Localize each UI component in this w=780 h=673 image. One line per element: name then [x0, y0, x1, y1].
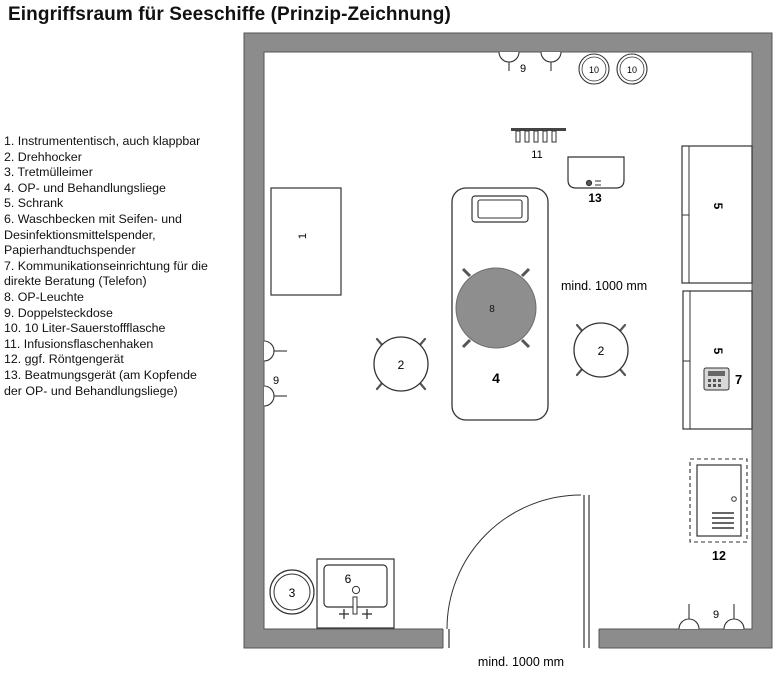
infusion-hook: [511, 128, 566, 161]
ventilator-knob: [586, 180, 591, 185]
couch-headrest-inner: [478, 200, 522, 218]
socket-left-label: 9: [273, 375, 280, 387]
socket-bottom-a: [679, 619, 699, 629]
socket-top: [499, 52, 561, 71]
couch-label: 4: [492, 370, 500, 386]
door-dimension: mind. 1000 mm: [477, 655, 565, 669]
oxygen-bottle-1-label: 10: [588, 65, 600, 75]
socket-left-a: [264, 341, 274, 361]
legend-item-5: 5. Schrank: [4, 196, 64, 211]
stool-right: [574, 323, 628, 377]
socket-top-label: 9: [520, 63, 527, 75]
waste-bin: [270, 570, 314, 614]
diagram-title: Eingriffsraum für Seeschiffe (Prinzip-Zeichnung): [8, 4, 451, 25]
socket-bottom-b: [724, 619, 744, 629]
socket-top-b: [541, 52, 561, 62]
oxygen-bottle-2-label: 10: [626, 65, 638, 75]
sink-label: 6: [344, 572, 352, 586]
xray-device: [690, 459, 747, 563]
legend-item-2: 2. Drehhocker: [4, 149, 82, 164]
legend-item-12: 12. ggf. Röntgengerät: [4, 352, 124, 367]
infusion-hook-pins: [516, 131, 556, 142]
socket-left-b: [264, 386, 274, 406]
socket-bottom: [679, 604, 744, 629]
infusion-hook-label: 11: [531, 149, 543, 161]
sink-drain: [352, 586, 359, 593]
door: [447, 495, 589, 648]
socket-top-a: [499, 52, 519, 62]
socket-left: [264, 341, 287, 406]
legend-item-10: 10. 10 Liter-Sauerstoffflasche: [4, 321, 166, 336]
sink: [317, 559, 394, 628]
cabinet-upper-label: 5: [711, 202, 725, 210]
legend-item-6: 6. Waschbecken mit Seifen- und Desinfektionsmittelspender, Papierhandtuchspender: [4, 211, 182, 258]
legend-item-1: 1. Instrumententisch, auch klappbar: [4, 134, 201, 148]
instrument-table-shape: [271, 188, 341, 295]
cabinet-lower-label: 5: [711, 347, 725, 355]
phone-display: [708, 371, 725, 376]
cabinet-upper: [682, 146, 752, 283]
phone: [704, 368, 742, 390]
lamp-label: 8: [489, 304, 495, 315]
oxygen-bottle-1: [579, 54, 609, 84]
stool-left: [374, 337, 428, 391]
legend-item-4: 4. OP- und Behandlungsliege: [4, 180, 166, 195]
waste-bin-label: 3: [288, 586, 296, 600]
lamp-disc: [456, 268, 536, 348]
socket-bottom-label: 9: [713, 609, 720, 621]
legend-item-7: 7. Kommunikationseinrichtung für die direkte Beratung (Telefon): [4, 258, 208, 289]
instrument-table-label: 1: [297, 232, 309, 240]
stool-right-label: 2: [597, 344, 605, 358]
legend-item-3: 3. Tretmülleimer: [4, 165, 93, 180]
xray-label: 12: [712, 549, 726, 563]
legend-item-9: 9. Doppelsteckdose: [4, 305, 113, 320]
phone-label: 7: [735, 372, 743, 387]
legend-item-13: 13. Beatmungsgerät (am Kopfende der OP- und Behandlungsliege): [4, 367, 197, 398]
sink-faucet: [353, 597, 357, 614]
xray-knob: [732, 497, 737, 502]
cabinet-lower-shape: [683, 291, 752, 429]
legend-item-8: 8. OP-Leuchte: [4, 289, 84, 304]
stool-left-label: 2: [397, 358, 405, 372]
instrument-table: [271, 188, 341, 295]
op-lamp: [456, 268, 536, 348]
oxygen-bottle-2: [617, 54, 647, 84]
ventilator-body: [568, 157, 624, 188]
door-opening: [443, 627, 599, 649]
room-dimension-inner: mind. 1000 mm: [561, 279, 648, 293]
cabinet-upper-shape: [682, 146, 752, 283]
door-swing-arc: [447, 495, 581, 629]
ventilator-label: 13: [588, 191, 602, 205]
legend-item-11: 11. Infusionsflaschenhaken: [4, 336, 154, 351]
cabinet-lower: [683, 291, 752, 429]
ventilator: [568, 157, 624, 205]
